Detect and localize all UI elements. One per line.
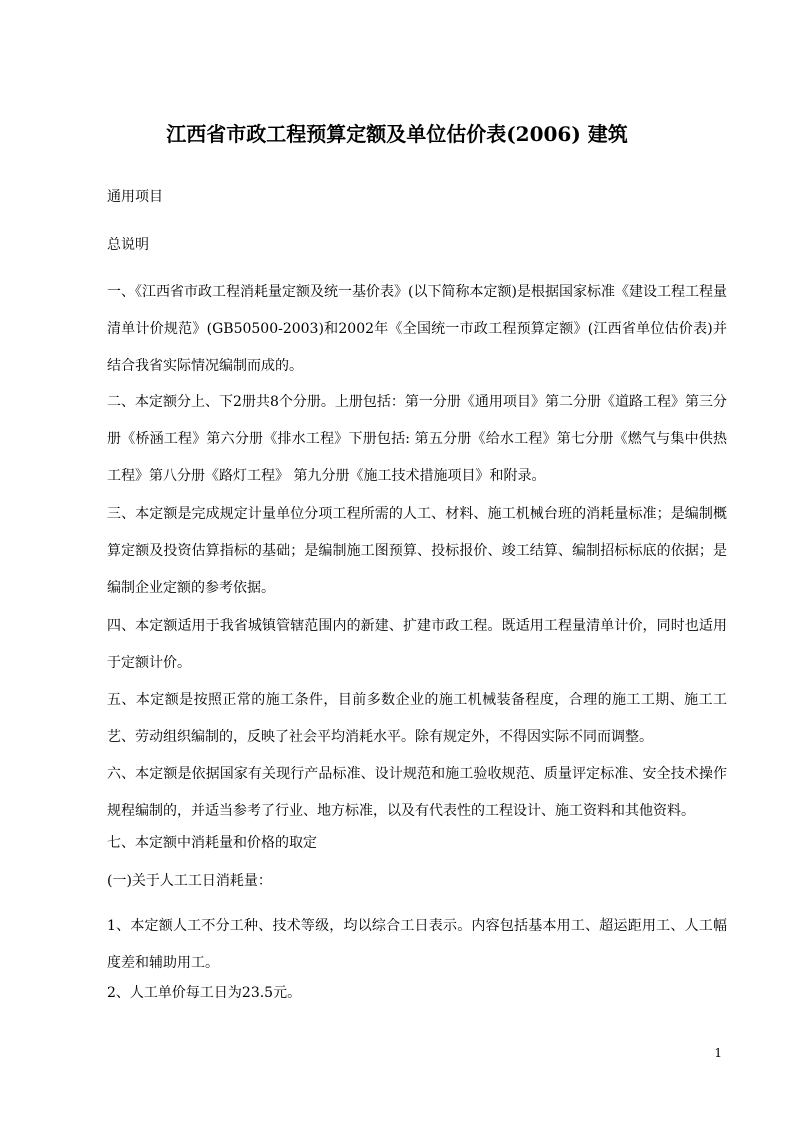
paragraph-9: 1、本定额人工不分工种、技术等级，均以综合工日表示。内容包括基本用工、超运距用工、人工幅度差和辅助用工。 xyxy=(107,918,727,971)
paragraph-2: 二、本定额分上、下2册共8个分册。上册包括：第一分册《通用项目》第二分册《道路工程》第三分册《桥涵工程》第六分册《排水工程》下册包括: 第五分册《给水工程》第七分册《燃气与集中供热工程》第八分册《路灯工程》 第九分册《施工技术措施项目》和附录。 xyxy=(107,394,727,484)
page-number: 1 xyxy=(714,1046,722,1060)
paragraph-10: 2、人工单价每工日为23.5元。 xyxy=(107,985,302,1001)
paragraph-7: 七、本定额中消耗量和价格的取定 xyxy=(107,835,317,851)
section-subtitle: 通用项目 xyxy=(107,189,163,205)
paragraph-5: 五、本定额是按照正常的施工条件，目前多数企业的施工机械装备程度，合理的施工工期、施工工艺、劳动组织编制的，反映了社会平均消耗水平。除有规定外，不得因实际不同而调整。 xyxy=(107,692,727,745)
document-title: 江西省市政工程预算定额及单位估价表(2006) 建筑 xyxy=(166,122,628,146)
paragraph-8: (一)关于人工工日消耗量： xyxy=(107,873,272,889)
paragraph-3: 三、本定额是完成规定计量单位分项工程所需的人工、材料、施工机械台班的消耗量标准；是编制概算定额及投资估算指标的基础；是编制施工图预算、投标报价、竣工结算、编制招标标底的依据；是编制企业定额的参考依据。 xyxy=(107,506,727,596)
paragraph-1: 一、《江西省市政工程消耗量定额及统一基价表》(以下简称本定额)是根据国家标准《建设工程工程量清单计价规范》(GB50500-2003)和2002年《全国统一市政工程预算定额》(江西省单位估价表)并结合我省实际情况编制而成的。 xyxy=(107,284,727,374)
section-heading: 总说明 xyxy=(107,237,149,253)
paragraph-6: 六、本定额是依据国家有关现行产品标准、设计规范和施工验收规范、质量评定标准、安全技术操作规程编制的，并适当参考了行业、地方标准，以及有代表性的工程设计、施工资料和其他资料。 xyxy=(107,766,727,819)
paragraph-4: 四、本定额适用于我省城镇管辖范围内的新建、扩建市政工程。既适用工程量清单计价，同时也适用于定额计价。 xyxy=(107,618,727,671)
